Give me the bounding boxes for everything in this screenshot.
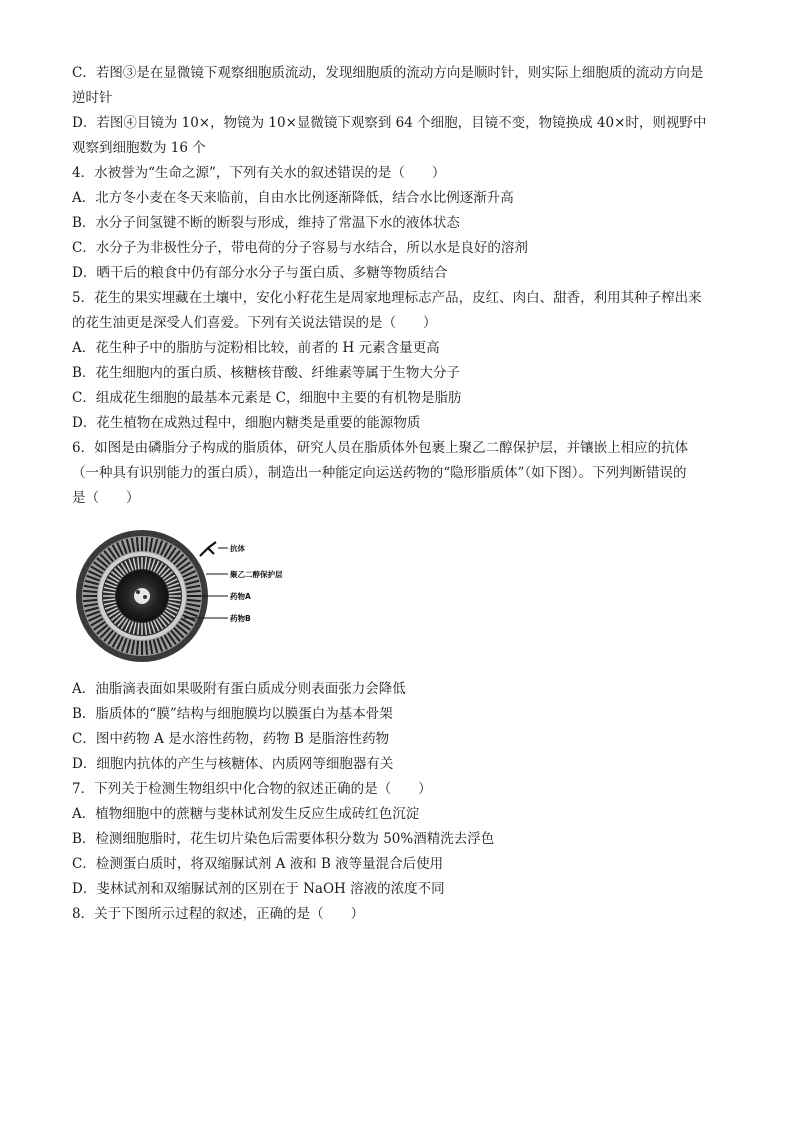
text-line: 观察到细胞数为 16 个 (72, 140, 206, 156)
question-6-stem-cont: （一种具有识别能力的蛋白质），制造出一种能定向运送药物的“隐形脂质体”（如下图）。下列判断错误的 (72, 465, 687, 481)
question-5-stem: 5．花生的果实埋藏在土壤中，安化小籽花生是周家地理标志产品，皮红、肉白、甜香，利用其种子榨出来 (72, 290, 702, 306)
lipid-tail (137, 537, 138, 551)
lipid-tail (187, 600, 201, 601)
option-d: D．花生植物在成熟过程中，细胞内糖类是重要的能源物质 (72, 415, 421, 431)
option-d: D．斐林试剂和双缩脲试剂的区别在于 NaOH 溶液的浓度不同 (72, 881, 445, 897)
label-antibody: 抗体 (230, 544, 245, 553)
lipid-tail (137, 641, 138, 655)
label-peg-layer: 聚乙二醇保护层 (230, 570, 283, 579)
question-6-stem-end: 是（ ） (72, 490, 140, 506)
option-a: A．花生种子中的脂肪与淀粉相比较，前者的 H 元素含量更高 (72, 340, 440, 356)
lipid-tail (146, 537, 147, 551)
lipid-tail (83, 591, 97, 592)
option-b: B．花生细胞内的蛋白质、核糖核苷酸、纤维素等属于生物大分子 (72, 365, 460, 381)
option-b: B．水分子间氢键不断的断裂与形成，维持了常温下水的液体状态 (72, 215, 460, 231)
option-c: C．组成花生细胞的最基本元素是 C，细胞中主要的有机物是脂肪 (72, 390, 462, 406)
question-5-stem-cont: 的花生油更是深受人们喜爱。下列有关说法错误的是（ ） (72, 315, 437, 331)
option-b: B．脂质体的“膜”结构与细胞膜均以膜蛋白为基本骨架 (72, 706, 393, 722)
option-a: A．北方冬小麦在冬天来临前，自由水比例逐渐降低，结合水比例逐渐升高 (72, 190, 514, 206)
antibody-shape (200, 542, 216, 556)
label-drug-a: 药物A (230, 592, 251, 601)
question-7-stem: 7．下列关于检测生物组织中化合物的叙述正确的是（ ） (72, 781, 432, 797)
liposome-diagram (72, 526, 302, 666)
question-4-stem: 4．水被誉为“生命之源”，下列有关水的叙述错误的是（ ） (72, 165, 446, 181)
text-line: C．若图③是在显微镜下观察细胞质流动，发现细胞质的流动方向是顺时针，则实际上细胞质的流动方向是 (72, 65, 704, 81)
option-d: D．细胞内抗体的产生与核糖体、内质网等细胞器有关 (72, 756, 394, 772)
text-line: D．若图④目镜为 10×，物镜为 10×显微镜下观察到 64 个细胞，目镜不变，物镜换成 40×时，则视野中 (72, 115, 707, 131)
option-c: C．检测蛋白质时，将双缩脲试剂 A 液和 B 液等量混合后使用 (72, 856, 444, 872)
liposome-figure (72, 526, 302, 666)
option-a: A．油脂滴表面如果吸附有蛋白质成分则表面张力会降低 (72, 681, 406, 697)
lipid-tail (187, 591, 201, 592)
text-line: 逆时针 (72, 90, 113, 106)
option-c: C．水分子为非极性分子，带电荷的分子容易与水结合，所以水是良好的溶剂 (72, 240, 528, 256)
option-d: D．晒干后的粮食中仍有部分水分子与蛋白质、多糖等物质结合 (72, 265, 448, 281)
label-drug-b: 药物B (230, 614, 251, 623)
lipid-tail (83, 600, 97, 601)
question-6-stem: 6．如图是由磷脂分子构成的脂质体，研究人员在脂质体外包裹上聚乙二醇保护层，并镶嵌上相应的抗体 (72, 440, 689, 456)
lipid-tail (146, 641, 147, 655)
option-b: B．检测细胞脂时，花生切片染色后需要体积分数为 50%酒精洗去浮色 (72, 831, 495, 847)
option-a: A．植物细胞中的蔗糖与斐林试剂发生反应生成砖红色沉淀 (72, 806, 420, 822)
question-8-stem: 8．关于下图所示过程的叙述，正确的是（ ） (72, 906, 365, 922)
option-c: C．图中药物 A 是水溶性药物，药物 B 是脂溶性药物 (72, 731, 390, 747)
